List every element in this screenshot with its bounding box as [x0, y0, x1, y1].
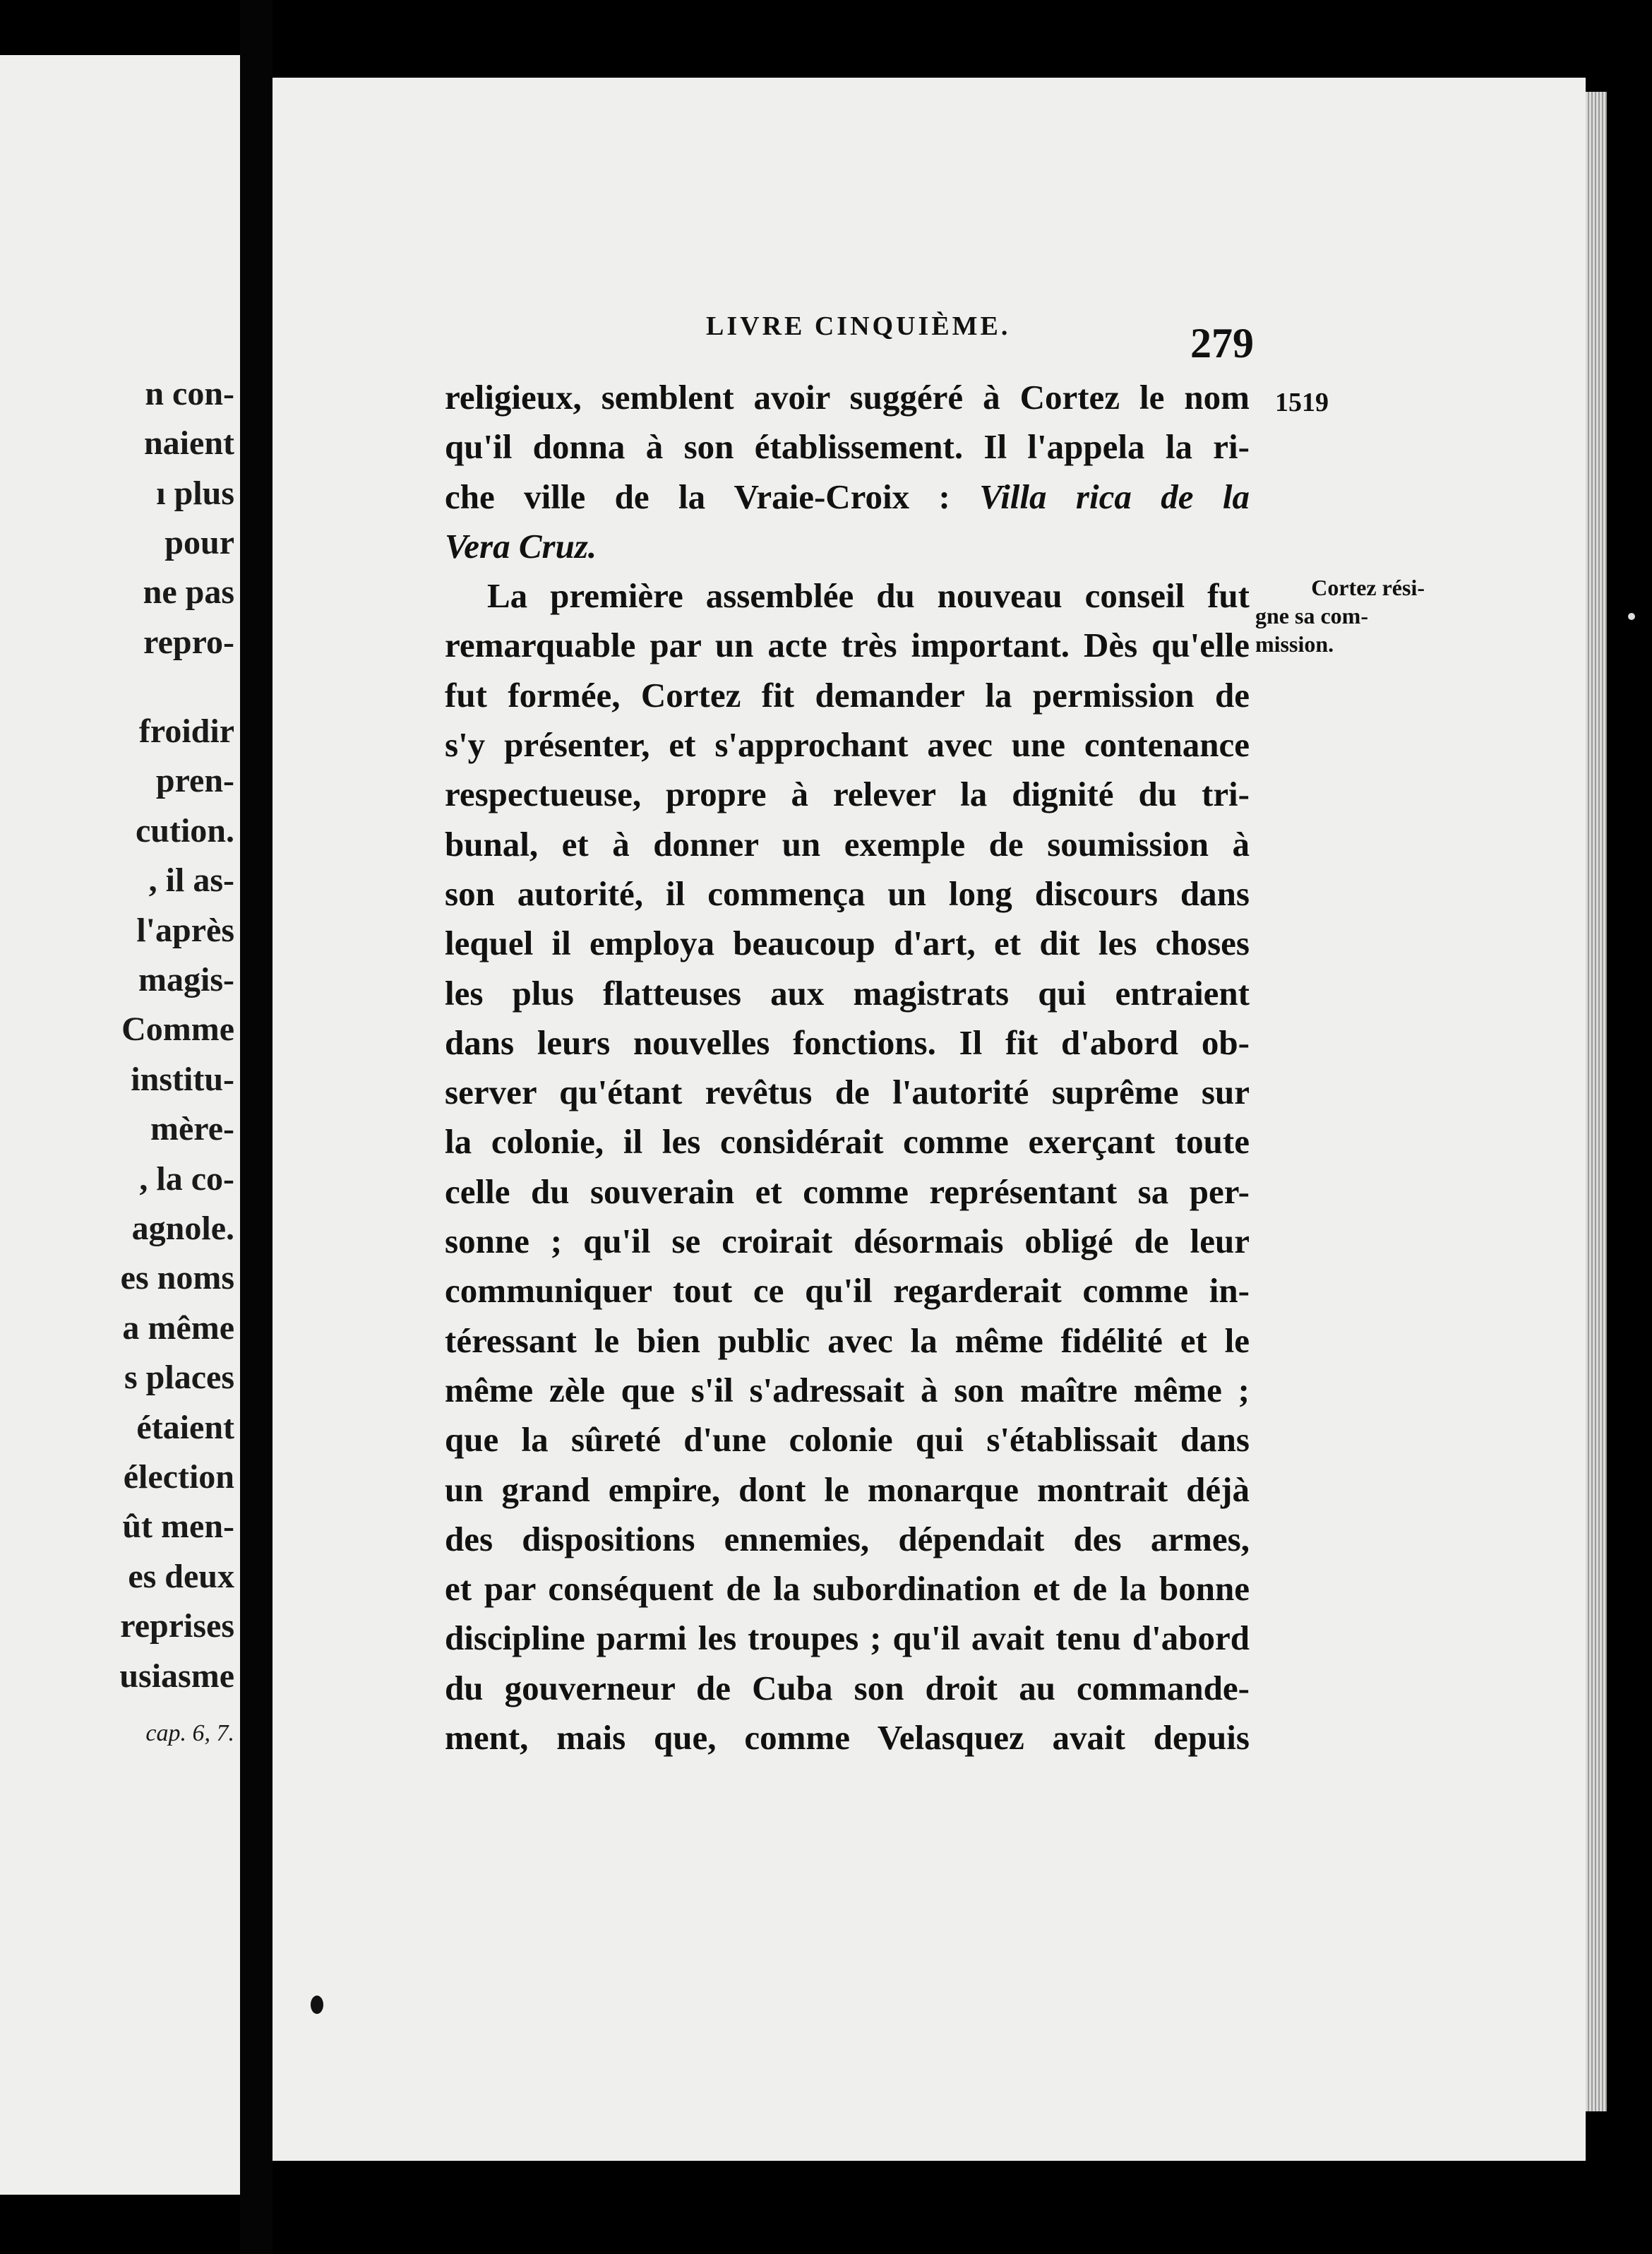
left-fragment: élection [123, 1458, 234, 1496]
text-line: la colonie, il les considérait comme exerçant toute [445, 1122, 1250, 1162]
text-line: discipline parmi les troupes ; qu'il avait tenu d'abord [445, 1618, 1250, 1658]
left-fragment: n con- [145, 375, 234, 412]
left-fragment: étaient [136, 1409, 234, 1446]
text-line: dans leurs nouvelles fonctions. Il fit d'abord ob- [445, 1022, 1250, 1062]
left-fragment: Comme [121, 1010, 234, 1048]
text-line: son autorité, il commença un long discours dans [445, 873, 1250, 913]
left-fragment: a même [122, 1309, 234, 1347]
left-fragment: agnole. [131, 1210, 234, 1247]
text-line: des dispositions ennemies, dépendait des armes, [445, 1519, 1250, 1558]
text-line: que la sûreté d'une colonie qui s'établissait dans [445, 1420, 1250, 1460]
paragraph-start-line: La première assemblée du nouveau conseil fut [487, 576, 1250, 616]
left-fragment: usiasme [119, 1657, 234, 1695]
sidenote-line: Cortez rési- [1311, 575, 1425, 600]
left-fragment: naient [143, 424, 234, 462]
text-line: celle du souverain et comme représentant sa per- [445, 1171, 1250, 1211]
text-line: un grand empire, dont le monarque montrait déjà [445, 1469, 1250, 1509]
text-line: bunal, et à donner un exemple de soumission à [445, 824, 1250, 864]
left-fragment: institu- [131, 1061, 234, 1098]
body-text [445, 373, 1250, 1763]
left-fragment: es deux [128, 1558, 234, 1595]
text-line: respectueuse, propre à relever la dignité du tri- [445, 775, 1250, 814]
left-fragment: ı plus [156, 475, 234, 512]
page-edges [1586, 92, 1607, 2111]
book-gutter [240, 0, 273, 2254]
left-fragment: ût men- [122, 1508, 234, 1545]
text-line: les plus flatteuses aux magistrats qui entraient [445, 973, 1250, 1013]
ink-speck [1628, 613, 1635, 620]
left-fragment: reprises [120, 1607, 234, 1645]
text-line: communiquer tout ce qu'il regarderait comme in- [445, 1271, 1250, 1311]
left-fragment: pour [164, 524, 234, 561]
left-fragment: cution. [135, 812, 234, 849]
text-line: remarquable par un acte très important. Dès qu'elle [445, 626, 1250, 665]
left-page [0, 55, 240, 2195]
text-line: du gouverneur de Cuba son droit au commande- [445, 1668, 1250, 1707]
left-fragment: pren- [155, 762, 234, 799]
page-number: 279 [1190, 320, 1254, 366]
sidenote-line: gne sa com- [1255, 603, 1368, 628]
left-fragment: repro- [143, 624, 234, 661]
running-head: LIVRE CINQUIÈME. [706, 311, 1011, 341]
left-fragment: , la co- [139, 1160, 234, 1198]
text-line: ment, mais que, comme Velasquez avait depuis [445, 1718, 1250, 1758]
text-line: sonne ; qu'il se croirait désormais obligé de leur [445, 1222, 1250, 1261]
text-line: server qu'étant revêtus de l'autorité suprême sur [445, 1073, 1250, 1112]
text-line: religieux, semblent avoir suggéré à Cortez le nom [445, 378, 1250, 417]
left-fragment: s places [124, 1359, 234, 1396]
text-line: fut formée, Cortez fit demander la permission de [445, 675, 1250, 715]
left-fragment: , il as- [148, 861, 234, 899]
text-line: lequel il employa beaucoup d'art, et dit les choses [445, 924, 1250, 963]
text-line: s'y présenter, et s'approchant avec une contenance [445, 725, 1250, 765]
text-line: téressant le bien public avec la même fidélité et le [445, 1320, 1250, 1360]
left-footnote: cap. 6, 7. [145, 1720, 234, 1746]
margin-sidenote [1255, 573, 1425, 658]
left-fragment: froidir [138, 712, 234, 750]
text-line: Vera Cruz. [445, 526, 597, 566]
left-fragment: ne pas [143, 573, 234, 611]
left-fragment: l'après [136, 912, 234, 949]
text-italic: Villa rica de la [979, 477, 1250, 516]
margin-year: 1519 [1275, 388, 1329, 417]
ink-speck [311, 1996, 323, 2014]
left-fragment: es noms [120, 1259, 234, 1296]
sidenote-line: mission. [1255, 631, 1334, 657]
text-line: même zèle que s'il s'adressait à son maître même ; [445, 1370, 1250, 1409]
text-line-mixed [445, 472, 1250, 522]
text-line: et par conséquent de la subordination et de la bonne [445, 1569, 1250, 1609]
text-line: qu'il donna à son établissement. Il l'appela la ri- [445, 427, 1250, 467]
left-fragment: mère- [150, 1110, 234, 1147]
left-fragment: magis- [138, 961, 234, 998]
text-roman: che ville de la Vraie-Croix : [445, 477, 980, 516]
